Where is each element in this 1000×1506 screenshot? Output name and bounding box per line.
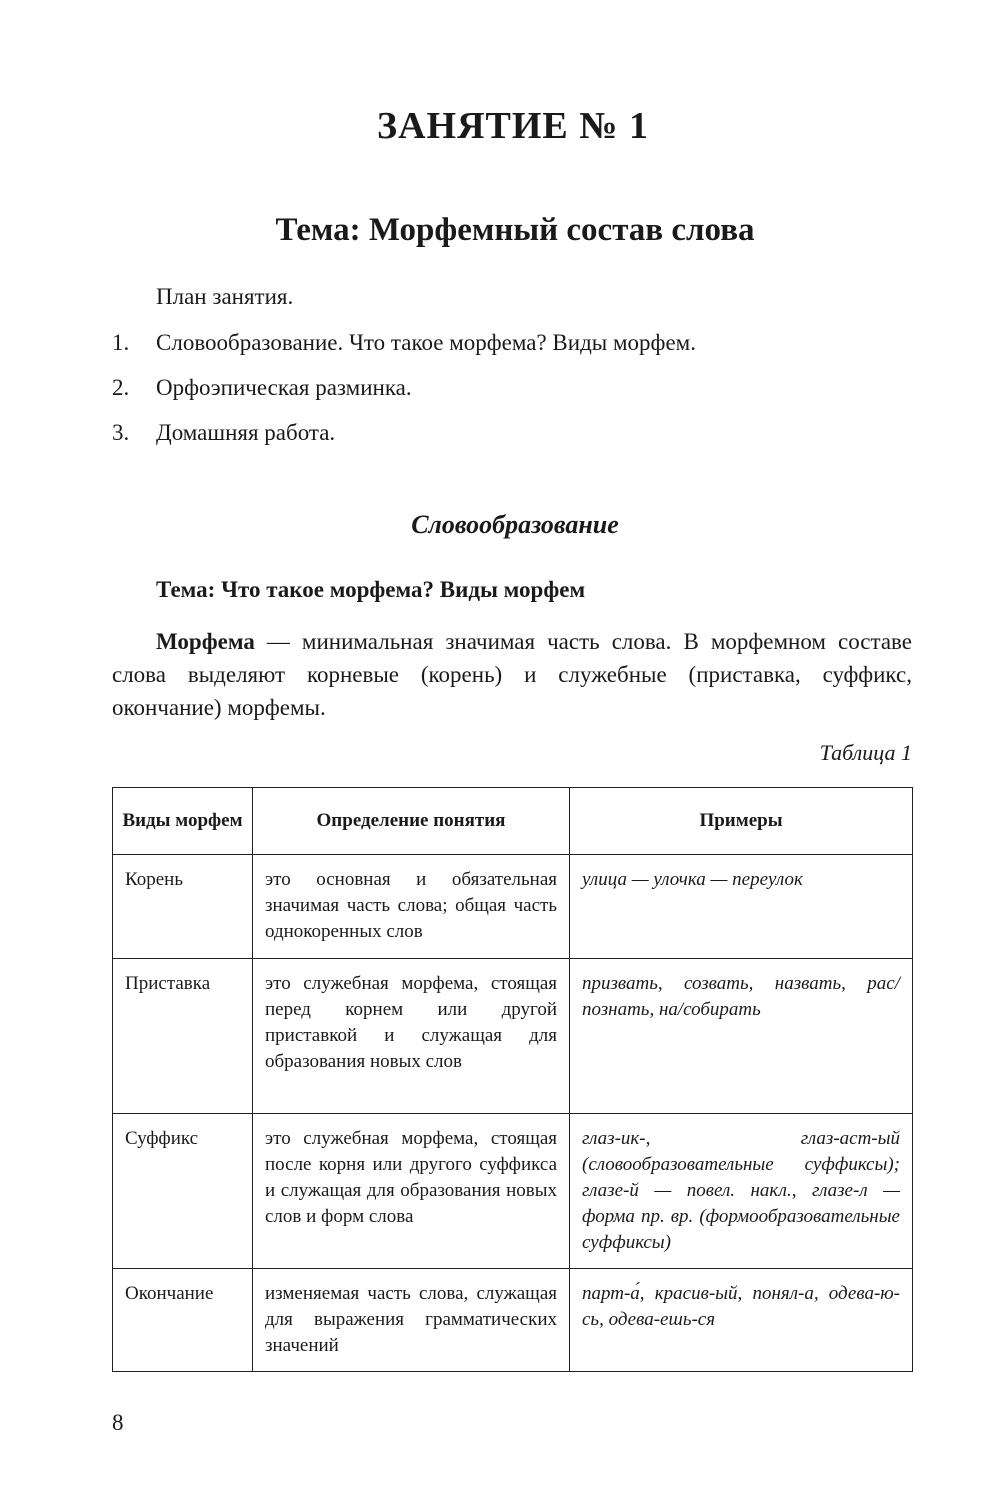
plan-item-text: Домашняя работа. [156, 420, 336, 445]
plan-item [112, 420, 696, 465]
plan-list [112, 330, 696, 465]
cell-type: Окончание [113, 1269, 253, 1372]
cell-examples: призвать, созвать, назвать, рас/познать, на/собирать [570, 959, 913, 1114]
morpheme-definition [112, 625, 912, 724]
header-morpheme-types: Виды морфем [113, 788, 253, 855]
section-title: Словообразование [411, 510, 619, 539]
plan-item-text: Словообразование. Что такое морфема? Виды морфем. [156, 330, 696, 355]
page-number: 8 [112, 1410, 124, 1435]
header-examples: Примеры [570, 788, 913, 855]
morpheme-types-table [112, 787, 913, 1372]
lesson-title: ЗАНЯТИЕ № 1 [377, 105, 649, 147]
table-row-root [113, 855, 913, 959]
plan-item-number: 1. [112, 330, 130, 355]
subtopic-heading: Тема: Что такое морфема? Виды морфем [156, 577, 586, 602]
cell-definition: это служебная морфема, стоящая перед корнем или другой приставкой и служащая для образования новых слов [253, 959, 570, 1114]
header-definition: Определение понятия [253, 788, 570, 855]
table-row-prefix [113, 959, 913, 1114]
cell-definition: это основная и обязательная значимая часть слова; общая часть однокоренных слов [253, 855, 570, 959]
cell-examples: парт-а́, красив-ый, понял-а, одева-ю-сь, одева-ешь-ся [570, 1269, 913, 1372]
table-caption: Таблица 1 [819, 740, 912, 765]
cell-type: Приставка [113, 959, 253, 1114]
definition-text: — минимальная значимая часть слова. В морфемном составе слова выделяют корневые (корень) и служебные (приставка, суффикс, окончание) морфемы. [112, 629, 912, 720]
cell-definition: изменяемая часть слова, служащая для выражения грамматических значений [253, 1269, 570, 1372]
cell-examples: улица — улочка — переулок [570, 855, 913, 959]
cell-type: Суффикс [113, 1114, 253, 1269]
topic-title: Тема: Морфемный состав слова [275, 212, 755, 248]
table-header-row [113, 788, 913, 855]
plan-item-number: 3. [112, 420, 130, 445]
table-row-ending [113, 1269, 913, 1372]
plan-heading: План занятия. [156, 284, 294, 309]
plan-item [112, 330, 696, 375]
definition-term: Морфема [156, 629, 255, 654]
plan-item-number: 2. [112, 375, 130, 400]
cell-definition: это служебная морфема, стоящая после корня или другого суффикса и служащая для образования новых слов и форм слова [253, 1114, 570, 1269]
plan-item [112, 375, 696, 420]
cell-examples: глаз-ик-, глаз-аст-ый (словообразовательные суффиксы); глазе-й — повел. накл., глазе-л — форма пр. вр. (формообразовательные суффиксы) [570, 1114, 913, 1269]
plan-item-text: Орфоэпическая разминка. [156, 375, 412, 400]
cell-type: Корень [113, 855, 253, 959]
table-row-suffix [113, 1114, 913, 1269]
